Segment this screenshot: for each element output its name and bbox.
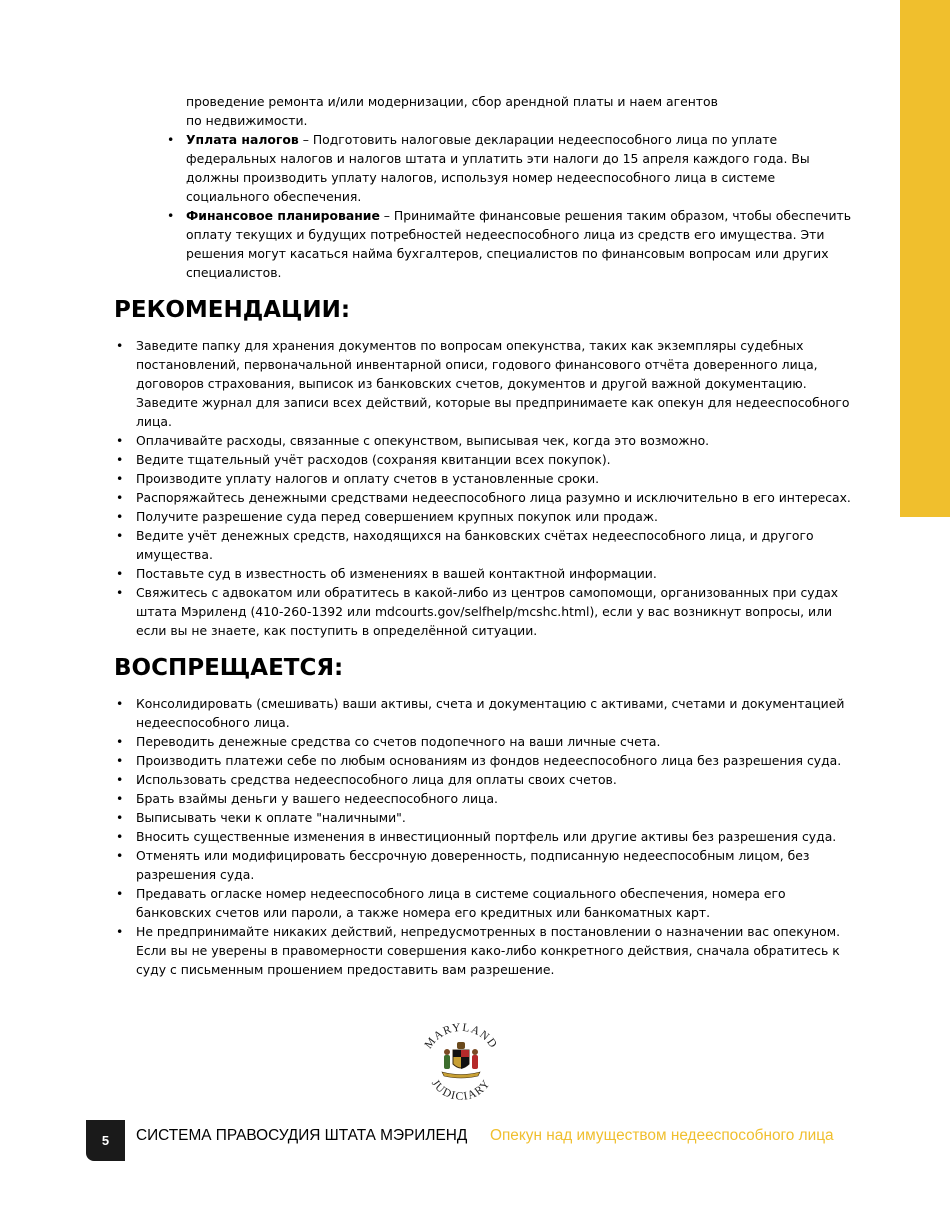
sub-item-term: Уплата налогов — [186, 132, 299, 147]
list-item: • Распоряжайтесь денежными средствами недееспособного лица разумно и исключительно в его интересах. — [136, 488, 856, 507]
prohibited-list — [114, 694, 856, 979]
list-item: • Выписывать чеки к оплате "наличными". — [136, 808, 856, 827]
page-number: 5 — [101, 1133, 110, 1148]
maryland-judiciary-seal — [420, 1022, 502, 1116]
list-item: • Брать взаймы деньги у вашего недееспособного лица. — [136, 789, 856, 808]
footer-document-title: Опекун над имуществом недееспособного лица — [490, 1127, 834, 1144]
prohibited-heading: ВОСПРЕЩАЕТСЯ: — [114, 655, 344, 681]
list-item: • Получите разрешение суда перед совершением крупных покупок или продаж. — [136, 507, 856, 526]
recommendations-list — [114, 336, 856, 640]
list-item: • Вносить существенные изменения в инвестиционный портфель или другие активы без разрешения суда. — [136, 827, 856, 846]
seal-bottom-text: JUDICIARY — [428, 1077, 494, 1103]
sub-item-term: Финансовое планирование — [186, 208, 380, 223]
list-item: • Свяжитесь с адвокатом или обратитесь в какой-либо из центров самопомощи, организованных при судах штата Мэриленд (410-260-1392 или mdcourts.gov/selfhelp/mcshc.html), если у вас возникнут вопросы, или если вы не знаете, как поступить в определённой ситуации. — [136, 583, 856, 640]
sidebar-accent-tab — [900, 0, 950, 517]
list-item: • Оплачивайте расходы, связанные с опекунством, выписывая чек, когда это возможно. — [136, 431, 856, 450]
sub-item-text: – Принимайте финансовые решения таким образом, чтобы обеспечить оплату текущих и будущих потребностей недееспособного лица из средств его имущества. Эти решения могут касаться найма бухгалтеров, специалистов по финансовым вопросам или других специалистов. — [186, 208, 852, 280]
list-item: • Производите уплату налогов и оплату счетов в установленные сроки. — [136, 469, 856, 488]
continuation-line-1: проведение ремонта и/или модернизации, сбор арендной платы и наем агентов — [186, 94, 718, 109]
footer-organization: СИСТЕМА ПРАВОСУДИЯ ШТАТА МЭРИЛЕНД — [136, 1127, 468, 1144]
sub-item-text: – Подготовить налоговые декларации недееспособного лица по уплате федеральных налогов и налогов штата и уплатить эти налоги до 15 апреля каждого года. Вы должны производить уплату налогов, используя номер недееспособного лица в системе социального обеспечения. — [186, 132, 810, 204]
list-item: • Использовать средства недееспособного лица для оплаты своих счетов. — [136, 770, 856, 789]
list-item: • Ведите тщательный учёт расходов (сохраняя квитанции всех покупок). — [136, 450, 856, 469]
list-item: • Переводить денежные средства со счетов подопечного на ваши личные счета. — [136, 732, 856, 751]
list-item: • Заведите папку для хранения документов по вопросам опекунства, таких как экземпляры судебных постановлений, первоначальной инвентарной описи, годового финансового отчёта доверенного лица, договоров страхования, выписок из банковских счетов, документов и другой важной документацию. Заведите журнал для записи всех действий, которые вы предпринимаете как опекун для недееспособного лица. — [136, 336, 856, 431]
list-item: • Консолидировать (смешивать) ваши активы, счета и документацию с активами, счетами и документацией недееспособного лица. — [136, 694, 856, 732]
coat-of-arms-icon — [442, 1042, 480, 1078]
list-item: • Производить платежи себе по любым основаниям из фондов недееспособного лица без разрешения суда. — [136, 751, 856, 770]
page-number-tab — [86, 1120, 125, 1161]
svg-text:JUDICIARY — [429, 1077, 493, 1103]
document-body — [114, 92, 856, 979]
recommendations-heading: РЕКОМЕНДАЦИИ: — [114, 297, 351, 323]
list-item: • Отменять или модифицировать бессрочную доверенность, подписанную недееспособным лицом, без разрешения суда. — [136, 846, 856, 884]
sub-list-item-planning — [186, 206, 856, 282]
list-item: • Поставьте суд в известность об изменениях в вашей контактной информации. — [136, 564, 856, 583]
sub-list-item-taxes — [186, 130, 856, 206]
list-item: • Предавать огласке номер недееспособного лица в системе социального обеспечения, номера его банковских счетов или пароли, а также номера его кредитных или банкоматных карт. — [136, 884, 856, 922]
list-item: • Ведите учёт денежных средств, находящихся на банковских счётах недееспособного лица, и другого имущества. — [136, 526, 856, 564]
sub-list — [114, 130, 856, 282]
list-item: • Не предпринимайте никаких действий, непредусмотренных в постановлении о назначении вас опекуном. Если вы не уверены в правомерности совершения како-либо конкретного действия, сначала обратитесь к суду с письменным прошением предоставить вам разрешение. — [136, 922, 856, 979]
seal-top-text: MARYLAND — [422, 1022, 500, 1052]
continuation-line-2: по недвижимости. — [186, 113, 308, 128]
